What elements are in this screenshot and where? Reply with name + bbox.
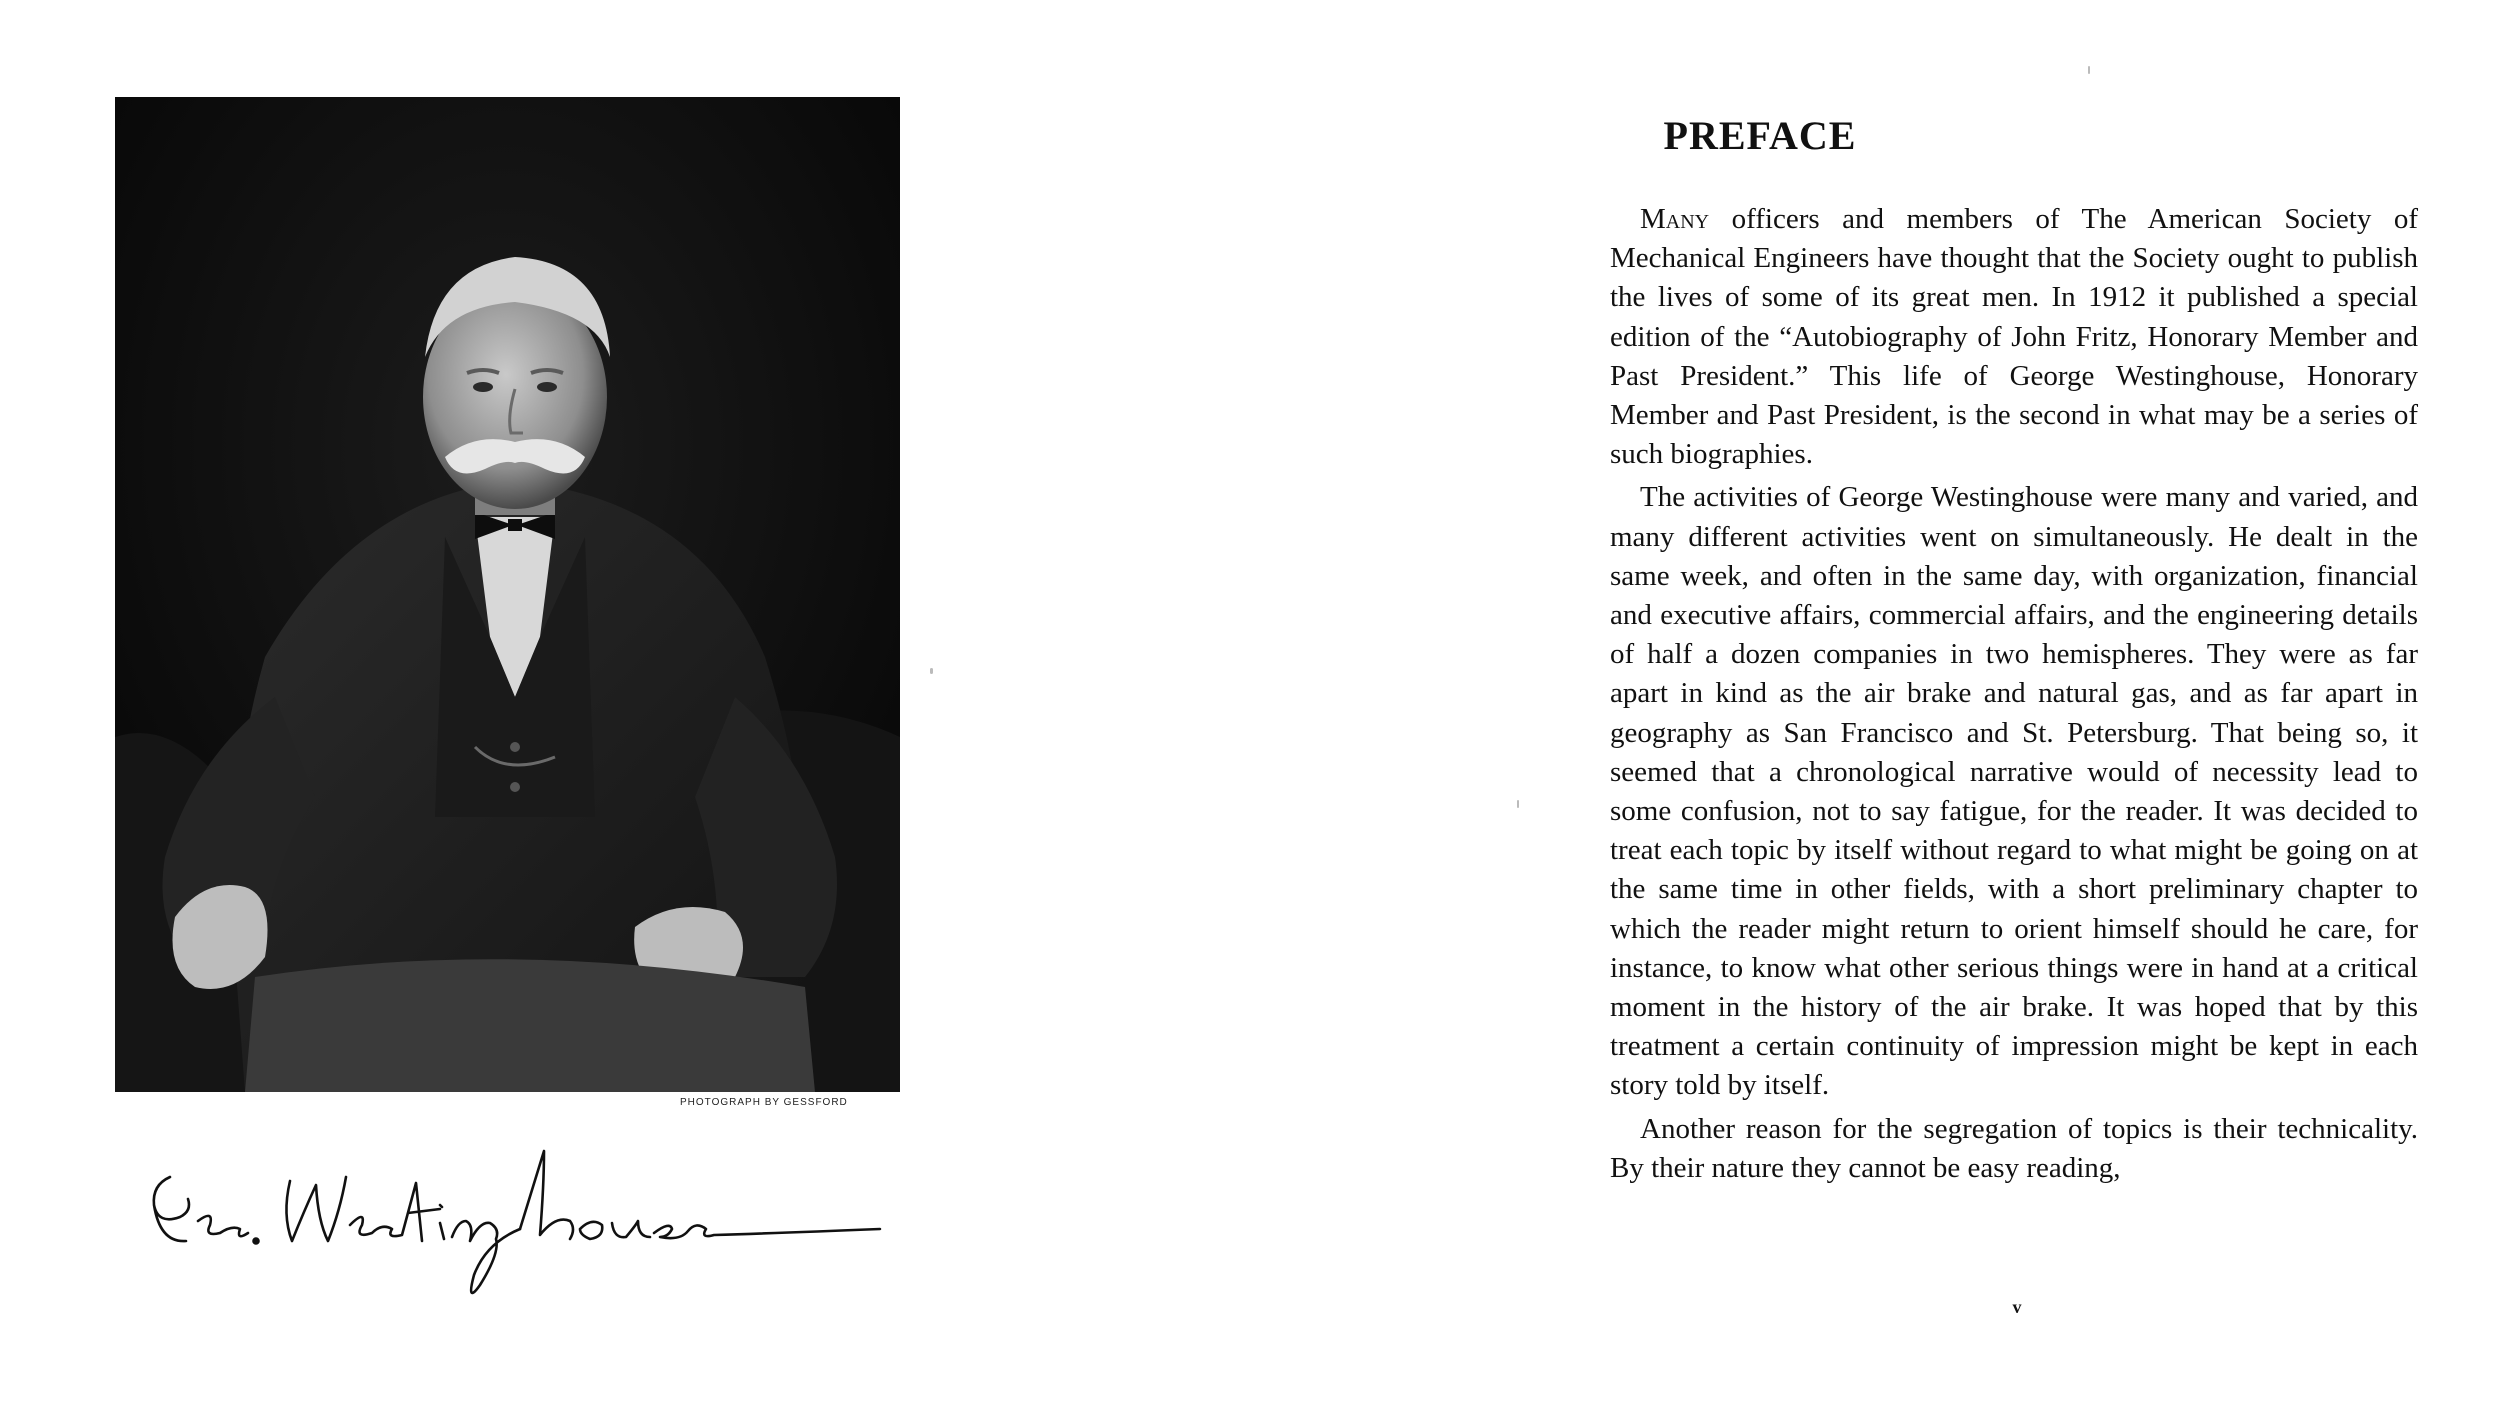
- portrait-photograph: [115, 97, 900, 1092]
- preface-paragraph-2: [1610, 478, 2418, 1105]
- signature: [140, 1125, 900, 1315]
- page-number: v: [2012, 1297, 2022, 1317]
- paper-speck: [930, 668, 933, 674]
- page-title: PREFACE: [1663, 113, 1857, 158]
- paper-speck: [1517, 800, 1519, 808]
- preface-paragraph-3: [1610, 1110, 2418, 1188]
- preface-page: [1250, 0, 2500, 1401]
- preface-paragraph-1: [1610, 200, 2418, 474]
- portrait-illustration: [115, 97, 900, 1092]
- preface-body: [1610, 200, 2418, 1188]
- paragraph-text: Another reason for the segregation of topics is their technicality. By their nature they cannot be easy reading,: [1610, 1112, 2418, 1184]
- photo-credit: PHOTOGRAPH BY GESSFORD: [680, 1097, 848, 1108]
- paragraph-text: The activities of George Westinghouse were many and varied, and many different activities went on simultaneously. He dealt in the same week, and often in the same day, with organization, financial and executive affairs, commercial affairs, and the engineering details of half a dozen companies in two hemispheres. They were as far apart in kind as the air brake and natural gas, and as far apart in geography as San Francisco and St. Petersburg. That being so, it seemed that a chronological narrative would of necessity lead to some confusion, not to say fatigue, for the reader. It was decided to treat each topic by itself without regard to what might be going on at the same time in other fields, with a short preliminary chapter to which the reader might return to orient himself should he care, for instance, to know what other serious things were in hand at a critical moment in the history of the air brake. It was hoped that by this treatment a certain continuity of impression might be kept in each story told by itself.: [1610, 481, 2418, 1102]
- paper-speck: [2088, 66, 2090, 74]
- signature-handwriting: [140, 1125, 900, 1315]
- paragraph-lead-word: Many: [1640, 203, 1710, 235]
- paragraph-text: officers and members of The American Society of Mechanical Engineers have thought that the Society ought to publish the lives of some of its great men. In 1912 it published a special edition of the “Autobiography of John Fritz, Honorary Member and Past President.” This life of George Westinghouse, Honorary Member and Past President, is the second in what may be a series of such biographies.: [1610, 203, 2418, 471]
